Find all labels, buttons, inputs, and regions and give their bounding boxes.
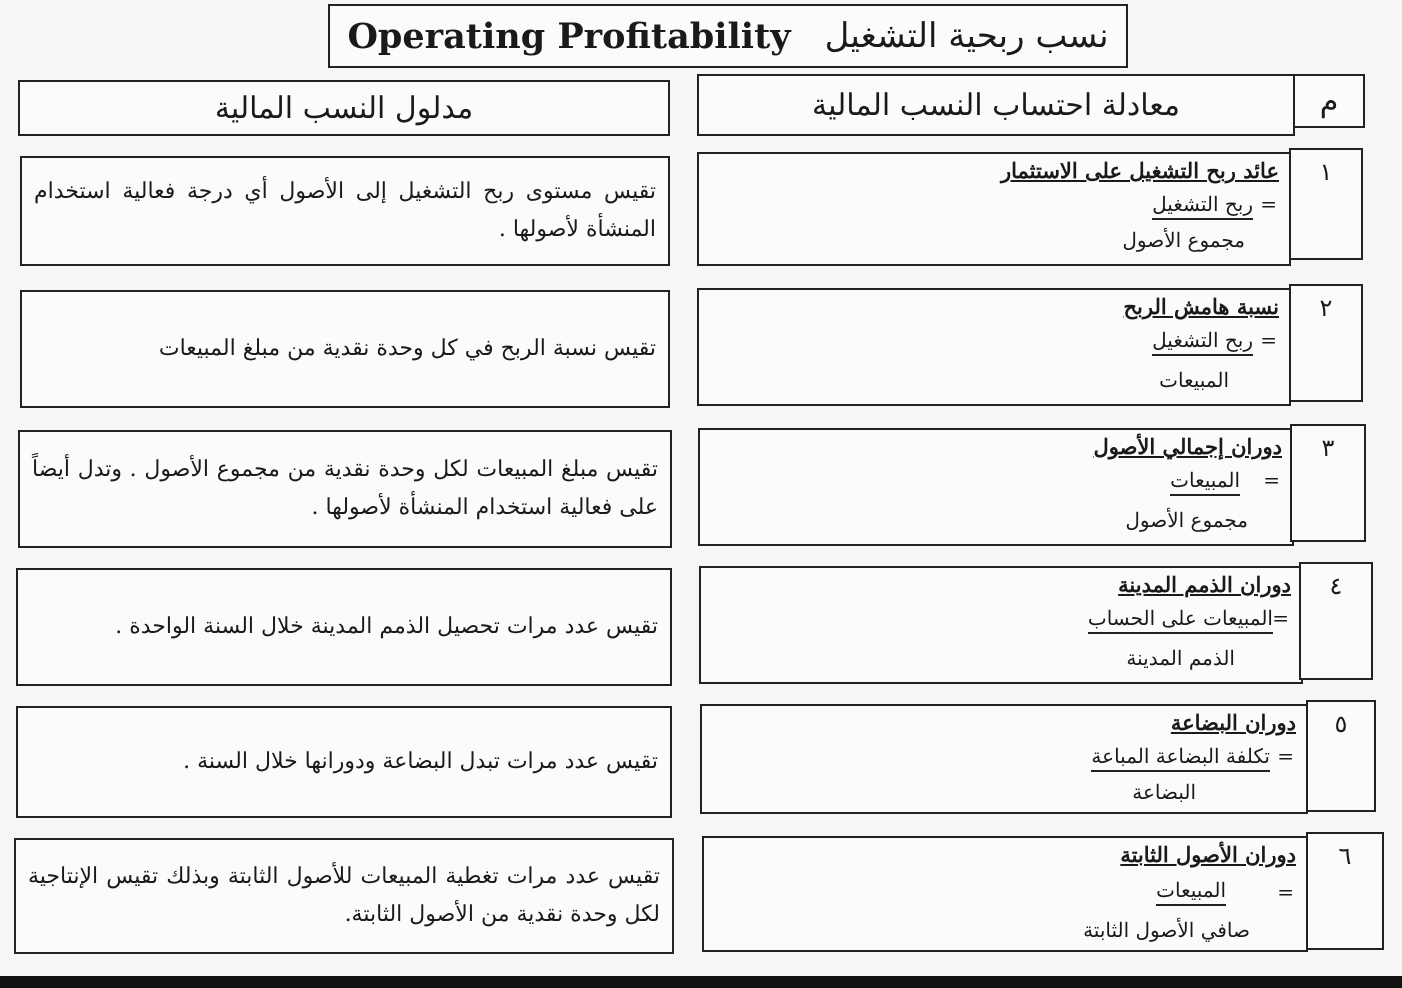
equals-sign: = bbox=[1260, 328, 1277, 352]
meaning-text: تقيس نسبة الربح في كل وحدة نقدية من مبلغ المبيعات bbox=[158, 336, 656, 361]
denominator: البضاعة bbox=[1132, 780, 1196, 804]
equation-cell-3 bbox=[698, 428, 1294, 546]
equation-cell-4 bbox=[699, 566, 1303, 684]
row-number: ١ bbox=[1319, 158, 1333, 186]
denominator: الذمم المدينة bbox=[1126, 646, 1235, 670]
equals-sign: = bbox=[1277, 880, 1294, 904]
bottom-edge-bar bbox=[0, 976, 1402, 988]
meaning-cell-5 bbox=[16, 706, 672, 818]
ratio-name: نسبة هامش الربح bbox=[1123, 294, 1279, 319]
equals-sign: = bbox=[1277, 744, 1294, 768]
row-number: ٢ bbox=[1319, 294, 1333, 322]
num-cell-4 bbox=[1299, 562, 1373, 680]
meaning-cell-3 bbox=[18, 430, 672, 548]
title-english: Operating Profitability bbox=[347, 15, 791, 57]
denominator: مجموع الأصول bbox=[1122, 228, 1245, 252]
meaning-text: تقيس عدد مرات تغطية المبيعات للأصول الثابتة وبذلك تقيس الإنتاجية لكل وحدة نقدية من الأصول الثابتة. bbox=[28, 864, 660, 927]
meaning-text: تقيس عدد مرات تحصيل الذمم المدينة خلال السنة الواحدة . bbox=[115, 614, 658, 639]
page-title bbox=[328, 4, 1128, 68]
header-meaning bbox=[18, 80, 670, 136]
header-num bbox=[1293, 74, 1365, 128]
equation-cell-5 bbox=[700, 704, 1308, 814]
meaning-cell-2 bbox=[20, 290, 670, 408]
header-equation bbox=[697, 74, 1295, 136]
header-meaning-label: مدلول النسب المالية bbox=[214, 90, 474, 126]
equation-cell-6 bbox=[702, 836, 1308, 952]
numerator: ربح التشغيل bbox=[1152, 192, 1253, 220]
num-cell-2 bbox=[1289, 284, 1363, 402]
meaning-cell-6 bbox=[14, 838, 674, 954]
header-equation-label: معادلة احتساب النسب المالية bbox=[812, 87, 1180, 123]
meaning-cell-4 bbox=[16, 568, 672, 686]
ratio-name: عائد ربح التشغيل على الاستثمار bbox=[1000, 158, 1279, 183]
ratio-name: دوران الذمم المدينة bbox=[1118, 572, 1291, 597]
row-number: ٦ bbox=[1338, 842, 1352, 870]
numerator: المبيعات على الحساب bbox=[1088, 606, 1273, 634]
numerator: المبيعات bbox=[1170, 468, 1240, 496]
ratio-name: دوران إجمالي الأصول bbox=[1093, 434, 1282, 459]
meaning-cell-1 bbox=[20, 156, 670, 266]
meaning-text: تقيس مبلغ المبيعات لكل وحدة نقدية من مجموع الأصول . وتدل أيضاً على فعالية استخدام المنشأة لأصولها . bbox=[32, 457, 658, 520]
num-cell-1 bbox=[1289, 148, 1363, 260]
ratio-name: دوران الأصول الثابتة bbox=[1120, 842, 1296, 867]
denominator: مجموع الأصول bbox=[1125, 508, 1248, 532]
row-number: ٤ bbox=[1329, 572, 1343, 600]
num-cell-3 bbox=[1290, 424, 1366, 542]
meaning-text: تقيس مستوى ربح التشغيل إلى الأصول أي درجة فعالية استخدام المنشأة لأصولها . bbox=[34, 179, 656, 242]
equals-sign: = bbox=[1263, 468, 1280, 492]
numerator: المبيعات bbox=[1156, 878, 1226, 906]
denominator: صافي الأصول الثابتة bbox=[1083, 918, 1250, 942]
row-number: ٥ bbox=[1334, 710, 1348, 738]
equation-cell-1 bbox=[697, 152, 1291, 266]
row-number: ٣ bbox=[1321, 434, 1335, 462]
denominator: المبيعات bbox=[1159, 368, 1229, 392]
ratio-name: دوران البضاعة bbox=[1170, 710, 1296, 735]
title-arabic: نسب ربحية التشغيل bbox=[824, 16, 1109, 56]
equation-cell-2 bbox=[697, 288, 1291, 406]
num-cell-6 bbox=[1306, 832, 1384, 950]
numerator: ربح التشغيل bbox=[1152, 328, 1253, 356]
meaning-text: تقيس عدد مرات تبدل البضاعة ودورانها خلال السنة . bbox=[183, 749, 658, 774]
equals-sign: = bbox=[1272, 606, 1289, 630]
num-cell-5 bbox=[1306, 700, 1376, 812]
numerator: تكلفة البضاعة المباعة bbox=[1091, 744, 1270, 772]
equals-sign: = bbox=[1260, 192, 1277, 216]
header-num-label: م bbox=[1319, 83, 1339, 119]
